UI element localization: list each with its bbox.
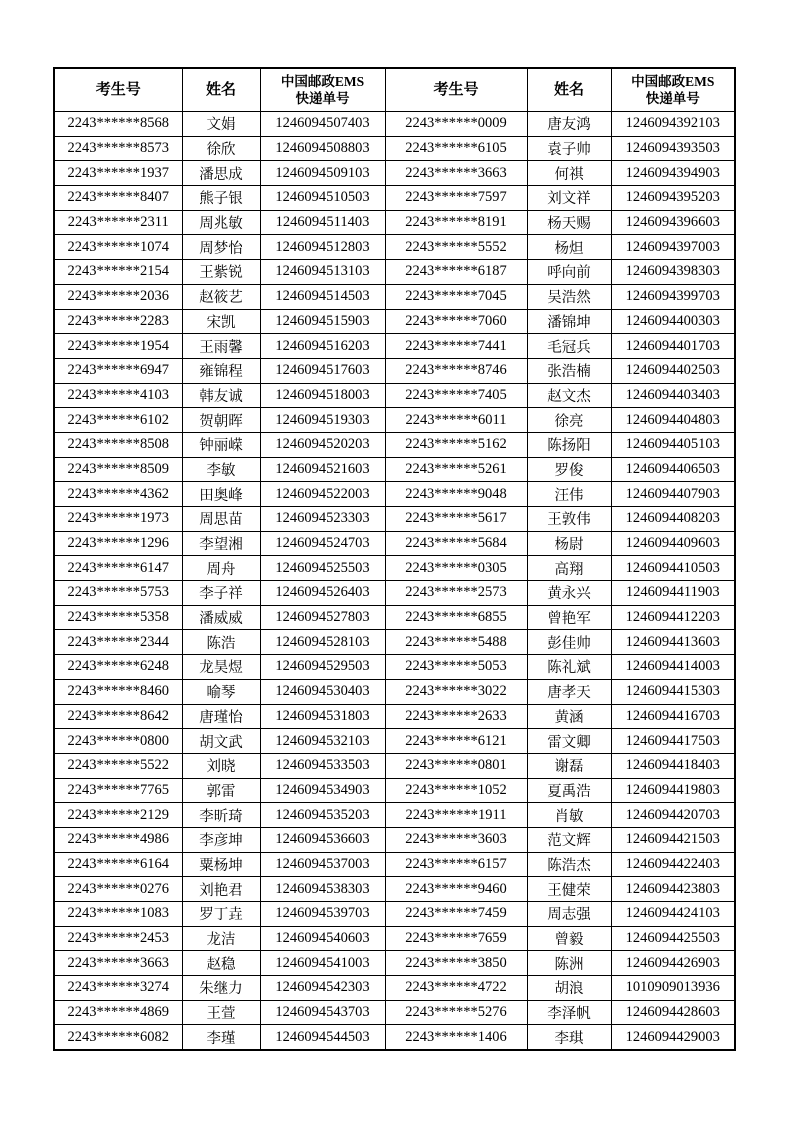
exam-number-cell: 2243******3663 (54, 951, 182, 976)
table-row (54, 531, 735, 556)
ems-tracking-cell: 1246094542303 (260, 976, 385, 1001)
name-cell: 曾毅 (527, 926, 611, 951)
exam-number-cell: 2243******1937 (54, 161, 182, 186)
table-row (54, 827, 735, 852)
header-exam-number: 考生号 (54, 68, 182, 112)
name-cell: 潘威威 (182, 605, 260, 630)
ems-tracking-cell: 1246094527803 (260, 605, 385, 630)
table-row (54, 803, 735, 828)
ems-tracking-cell: 1246094409603 (611, 531, 735, 556)
ems-tracking-cell: 1246094395203 (611, 186, 735, 211)
exam-number-cell: 2243******4869 (54, 1000, 182, 1025)
ems-tracking-cell: 1246094394903 (611, 161, 735, 186)
exam-number-cell: 2243******8407 (54, 186, 182, 211)
ems-tracking-cell: 1246094536603 (260, 827, 385, 852)
name-cell: 周舟 (182, 556, 260, 581)
ems-tracking-cell: 1246094414003 (611, 655, 735, 680)
exam-number-cell: 2243******8460 (54, 679, 182, 704)
name-cell: 李琪 (527, 1025, 611, 1050)
name-cell: 龙昊煜 (182, 655, 260, 680)
table-row (54, 729, 735, 754)
ems-tracking-cell: 1246094407903 (611, 482, 735, 507)
exam-number-cell: 2243******3274 (54, 976, 182, 1001)
name-cell: 赵文杰 (527, 383, 611, 408)
name-cell: 熊子银 (182, 186, 260, 211)
ems-tracking-cell: 1246094524703 (260, 531, 385, 556)
name-cell: 文娟 (182, 112, 260, 137)
name-cell: 何祺 (527, 161, 611, 186)
name-cell: 汪伟 (527, 482, 611, 507)
ems-tracking-cell: 1246094525503 (260, 556, 385, 581)
table-row (54, 630, 735, 655)
table-row (54, 186, 735, 211)
ems-tracking-cell: 1246094515903 (260, 309, 385, 334)
exam-number-cell: 2243******1911 (385, 803, 527, 828)
name-cell: 徐亮 (527, 408, 611, 433)
name-cell: 罗俊 (527, 457, 611, 482)
exam-number-cell: 2243******3850 (385, 951, 527, 976)
header-ems-line2: 快递单号 (295, 91, 350, 106)
ems-tracking-cell: 1246094512803 (260, 235, 385, 260)
exam-number-cell: 2243******2311 (54, 210, 182, 235)
name-cell: 钟丽嵘 (182, 432, 260, 457)
name-cell: 王紫锐 (182, 260, 260, 285)
table-row (54, 136, 735, 161)
name-cell: 王雨馨 (182, 334, 260, 359)
name-cell: 袁子帅 (527, 136, 611, 161)
ems-tracking-cell: 1246094534903 (260, 778, 385, 803)
exam-number-cell: 2243******0305 (385, 556, 527, 581)
table-row (54, 408, 735, 433)
ems-tracking-cell: 1246094421503 (611, 827, 735, 852)
name-cell: 杨炟 (527, 235, 611, 260)
exam-number-cell: 2243******2129 (54, 803, 182, 828)
exam-number-cell: 2243******7765 (54, 778, 182, 803)
ems-tracking-cell: 1246094528103 (260, 630, 385, 655)
table-row (54, 951, 735, 976)
name-cell: 毛冠兵 (527, 334, 611, 359)
exam-number-cell: 2243******5488 (385, 630, 527, 655)
ems-tracking-cell: 1010909013936 (611, 976, 735, 1001)
ems-tracking-cell: 1246094428603 (611, 1000, 735, 1025)
exam-number-cell: 2243******5684 (385, 531, 527, 556)
header-ems-tracking-2 (611, 68, 735, 112)
ems-tracking-cell: 1246094526403 (260, 581, 385, 606)
ems-tracking-cell: 1246094509103 (260, 161, 385, 186)
name-cell: 谢磊 (527, 753, 611, 778)
ems-tracking-cell: 1246094413603 (611, 630, 735, 655)
exam-number-cell: 2243******1052 (385, 778, 527, 803)
name-cell: 陈礼斌 (527, 655, 611, 680)
name-cell: 朱继力 (182, 976, 260, 1001)
exam-number-cell: 2243******3022 (385, 679, 527, 704)
exam-number-cell: 2243******5753 (54, 581, 182, 606)
exam-number-cell: 2243******1083 (54, 902, 182, 927)
name-cell: 王健荣 (527, 877, 611, 902)
name-cell: 张浩楠 (527, 358, 611, 383)
table-row (54, 358, 735, 383)
table-row (54, 902, 735, 927)
exam-number-cell: 2243******8508 (54, 432, 182, 457)
ems-tracking-cell: 1246094399703 (611, 284, 735, 309)
ems-tracking-cell: 1246094532103 (260, 729, 385, 754)
table-row (54, 581, 735, 606)
ems-tracking-cell: 1246094523303 (260, 507, 385, 532)
table-row (54, 309, 735, 334)
table-row (54, 976, 735, 1001)
name-cell: 胡文武 (182, 729, 260, 754)
table-body (54, 112, 735, 1051)
exam-number-cell: 2243******1296 (54, 531, 182, 556)
ems-tracking-cell: 1246094426903 (611, 951, 735, 976)
table-row (54, 1000, 735, 1025)
table-row (54, 852, 735, 877)
table-row (54, 679, 735, 704)
ems-tracking-cell: 1246094510503 (260, 186, 385, 211)
exam-number-cell: 2243******1074 (54, 235, 182, 260)
exam-number-cell: 2243******7060 (385, 309, 527, 334)
name-cell: 李望湘 (182, 531, 260, 556)
ems-tracking-cell: 1246094516203 (260, 334, 385, 359)
exam-number-cell: 2243******3603 (385, 827, 527, 852)
name-cell: 宋凯 (182, 309, 260, 334)
table-row (54, 260, 735, 285)
exam-number-cell: 2243******8191 (385, 210, 527, 235)
ems-tracking-cell: 1246094412203 (611, 605, 735, 630)
name-cell: 吴浩然 (527, 284, 611, 309)
table-row (54, 926, 735, 951)
ems-tracking-cell: 1246094408203 (611, 507, 735, 532)
ems-tracking-cell: 1246094530403 (260, 679, 385, 704)
table-row (54, 556, 735, 581)
exam-number-cell: 2243******6011 (385, 408, 527, 433)
name-cell: 夏禹浩 (527, 778, 611, 803)
name-cell: 潘锦坤 (527, 309, 611, 334)
name-cell: 周志强 (527, 902, 611, 927)
exam-number-cell: 2243******5552 (385, 235, 527, 260)
exam-number-cell: 2243******4722 (385, 976, 527, 1001)
exam-number-cell: 2243******1954 (54, 334, 182, 359)
ems-tracking-cell: 1246094415303 (611, 679, 735, 704)
exam-number-cell: 2243******4986 (54, 827, 182, 852)
exam-number-cell: 2243******2344 (54, 630, 182, 655)
ems-tracking-cell: 1246094517603 (260, 358, 385, 383)
header-name-2: 姓名 (527, 68, 611, 112)
name-cell: 龙洁 (182, 926, 260, 951)
name-cell: 李敏 (182, 457, 260, 482)
ems-tracking-cell: 1246094538303 (260, 877, 385, 902)
ems-tracking-cell: 1246094543703 (260, 1000, 385, 1025)
name-cell: 贺朝晖 (182, 408, 260, 433)
ems-tracking-cell: 1246094539703 (260, 902, 385, 927)
header-ems-tracking (260, 68, 385, 112)
name-cell: 陈浩杰 (527, 852, 611, 877)
table-row (54, 482, 735, 507)
name-cell: 郭雷 (182, 778, 260, 803)
ems-tracking-cell: 1246094401703 (611, 334, 735, 359)
name-cell: 李昕琦 (182, 803, 260, 828)
name-cell: 韩友诚 (182, 383, 260, 408)
name-cell: 黄永兴 (527, 581, 611, 606)
name-cell: 曾艳军 (527, 605, 611, 630)
exam-number-cell: 2243******0800 (54, 729, 182, 754)
ems-tracking-cell: 1246094514503 (260, 284, 385, 309)
exam-number-cell: 2243******7659 (385, 926, 527, 951)
table-row (54, 655, 735, 680)
exam-number-cell: 2243******6947 (54, 358, 182, 383)
exam-number-cell: 2243******0801 (385, 753, 527, 778)
ems-tracking-cell: 1246094410503 (611, 556, 735, 581)
ems-tracking-cell: 1246094396603 (611, 210, 735, 235)
header-ems-line1: 中国邮政EMS (631, 74, 715, 89)
name-cell: 李泽帆 (527, 1000, 611, 1025)
exam-number-cell: 2243******6187 (385, 260, 527, 285)
ems-tracking-cell: 1246094402503 (611, 358, 735, 383)
ems-tracking-cell: 1246094392103 (611, 112, 735, 137)
name-cell: 周思苗 (182, 507, 260, 532)
name-cell: 喻琴 (182, 679, 260, 704)
ems-tracking-cell: 1246094422403 (611, 852, 735, 877)
table-header (54, 68, 735, 112)
ems-tracking-cell: 1246094425503 (611, 926, 735, 951)
ems-tracking-cell: 1246094508803 (260, 136, 385, 161)
name-cell: 赵筱艺 (182, 284, 260, 309)
exam-number-cell: 2243******6157 (385, 852, 527, 877)
ems-tracking-cell: 1246094420703 (611, 803, 735, 828)
name-cell: 潘思成 (182, 161, 260, 186)
ems-tracking-cell: 1246094541003 (260, 951, 385, 976)
ems-tracking-cell: 1246094544503 (260, 1025, 385, 1050)
exam-number-cell: 2243******7441 (385, 334, 527, 359)
exam-number-cell: 2243******7405 (385, 383, 527, 408)
name-cell: 范文辉 (527, 827, 611, 852)
name-cell: 李子祥 (182, 581, 260, 606)
name-cell: 肖敏 (527, 803, 611, 828)
exam-number-cell: 2243******1406 (385, 1025, 527, 1050)
name-cell: 彭佳帅 (527, 630, 611, 655)
ems-tracking-cell: 1246094423803 (611, 877, 735, 902)
ems-tracking-cell: 1246094529503 (260, 655, 385, 680)
exam-number-cell: 2243******6105 (385, 136, 527, 161)
name-cell: 粟杨坤 (182, 852, 260, 877)
table-row (54, 877, 735, 902)
ems-tracking-cell: 1246094418403 (611, 753, 735, 778)
name-cell: 陈洲 (527, 951, 611, 976)
exam-number-cell: 2243******0276 (54, 877, 182, 902)
exam-number-cell: 2243******4362 (54, 482, 182, 507)
exam-number-cell: 2243******5522 (54, 753, 182, 778)
ems-tracking-cell: 1246094416703 (611, 704, 735, 729)
ems-tracking-cell: 1246094522003 (260, 482, 385, 507)
exam-number-cell: 2243******8573 (54, 136, 182, 161)
ems-tracking-cell: 1246094507403 (260, 112, 385, 137)
ems-tracking-cell: 1246094404803 (611, 408, 735, 433)
name-cell: 刘晓 (182, 753, 260, 778)
exam-number-cell: 2243******7597 (385, 186, 527, 211)
ems-tracking-cell: 1246094398303 (611, 260, 735, 285)
exam-number-cell: 2243******7459 (385, 902, 527, 927)
exam-number-cell: 2243******5261 (385, 457, 527, 482)
table-row (54, 235, 735, 260)
header-row (54, 68, 735, 112)
name-cell: 周梦怡 (182, 235, 260, 260)
exam-number-cell: 2243******9048 (385, 482, 527, 507)
name-cell: 田奥峰 (182, 482, 260, 507)
exam-number-cell: 2243******5162 (385, 432, 527, 457)
ems-tracking-cell: 1246094400303 (611, 309, 735, 334)
exam-number-cell: 2243******6102 (54, 408, 182, 433)
exam-number-cell: 2243******2633 (385, 704, 527, 729)
ems-tracking-cell: 1246094393503 (611, 136, 735, 161)
header-name: 姓名 (182, 68, 260, 112)
ems-tracking-cell: 1246094535203 (260, 803, 385, 828)
exam-number-cell: 2243******3663 (385, 161, 527, 186)
ems-tracking-cell: 1246094519303 (260, 408, 385, 433)
name-cell: 胡浪 (527, 976, 611, 1001)
name-cell: 徐欣 (182, 136, 260, 161)
table-row (54, 778, 735, 803)
header-ems-line1: 中国邮政EMS (280, 74, 365, 89)
name-cell: 李瑾 (182, 1025, 260, 1050)
name-cell: 杨尉 (527, 531, 611, 556)
exam-number-cell: 2243******6855 (385, 605, 527, 630)
exam-number-cell: 2243******4103 (54, 383, 182, 408)
ems-tracking-cell: 1246094533503 (260, 753, 385, 778)
exam-number-cell: 2243******2036 (54, 284, 182, 309)
ems-tracking-cell: 1246094520203 (260, 432, 385, 457)
header-exam-number-2: 考生号 (385, 68, 527, 112)
table-row (54, 432, 735, 457)
name-cell: 陈浩 (182, 630, 260, 655)
table-row (54, 753, 735, 778)
exam-number-cell: 2243******6082 (54, 1025, 182, 1050)
name-cell: 呼向前 (527, 260, 611, 285)
header-ems-line2: 快递单号 (645, 91, 700, 106)
name-cell: 唐瑾怡 (182, 704, 260, 729)
table-row (54, 112, 735, 137)
ems-tracking-cell: 1246094403403 (611, 383, 735, 408)
name-cell: 刘文祥 (527, 186, 611, 211)
name-cell: 唐友鸿 (527, 112, 611, 137)
exam-number-cell: 2243******2453 (54, 926, 182, 951)
ems-tracking-cell: 1246094518003 (260, 383, 385, 408)
ems-tracking-cell: 1246094411903 (611, 581, 735, 606)
ems-tracking-cell: 1246094424103 (611, 902, 735, 927)
name-cell: 王敦伟 (527, 507, 611, 532)
name-cell: 周兆敏 (182, 210, 260, 235)
exam-number-cell: 2243******5617 (385, 507, 527, 532)
name-cell: 雍锦程 (182, 358, 260, 383)
table-row (54, 507, 735, 532)
exam-number-cell: 2243******9460 (385, 877, 527, 902)
table-row (54, 1025, 735, 1050)
exam-number-cell: 2243******5276 (385, 1000, 527, 1025)
exam-number-cell: 2243******6164 (54, 852, 182, 877)
exam-number-cell: 2243******6121 (385, 729, 527, 754)
name-cell: 李彦坤 (182, 827, 260, 852)
exam-number-cell: 2243******1973 (54, 507, 182, 532)
exam-number-cell: 2243******6147 (54, 556, 182, 581)
name-cell: 陈扬阳 (527, 432, 611, 457)
name-cell: 刘艳君 (182, 877, 260, 902)
ems-tracking-cell: 1246094540603 (260, 926, 385, 951)
exam-number-cell: 2243******2154 (54, 260, 182, 285)
exam-number-cell: 2243******8509 (54, 457, 182, 482)
ems-tracking-cell: 1246094511403 (260, 210, 385, 235)
table-row (54, 161, 735, 186)
ems-tracking-cell: 1246094406503 (611, 457, 735, 482)
table-row (54, 457, 735, 482)
name-cell: 杨天赐 (527, 210, 611, 235)
table-row (54, 284, 735, 309)
name-cell: 罗丁垚 (182, 902, 260, 927)
table-row (54, 210, 735, 235)
name-cell: 唐孝天 (527, 679, 611, 704)
exam-number-cell: 2243******2573 (385, 581, 527, 606)
ems-tracking-cell: 1246094405103 (611, 432, 735, 457)
ems-tracking-cell: 1246094397003 (611, 235, 735, 260)
name-cell: 黄涵 (527, 704, 611, 729)
name-cell: 赵稳 (182, 951, 260, 976)
exam-number-cell: 2243******2283 (54, 309, 182, 334)
ems-tracking-cell: 1246094513103 (260, 260, 385, 285)
name-cell: 高翔 (527, 556, 611, 581)
ems-tracking-cell: 1246094537003 (260, 852, 385, 877)
ems-tracking-cell: 1246094531803 (260, 704, 385, 729)
exam-number-cell: 2243******7045 (385, 284, 527, 309)
ems-tracking-cell: 1246094521603 (260, 457, 385, 482)
exam-number-cell: 2243******5053 (385, 655, 527, 680)
table-row (54, 334, 735, 359)
exam-number-cell: 2243******8568 (54, 112, 182, 137)
ems-tracking-cell: 1246094419803 (611, 778, 735, 803)
name-cell: 王萱 (182, 1000, 260, 1025)
table-row (54, 383, 735, 408)
exam-number-cell: 2243******8746 (385, 358, 527, 383)
table-row (54, 704, 735, 729)
exam-number-cell: 2243******6248 (54, 655, 182, 680)
exam-number-cell: 2243******8642 (54, 704, 182, 729)
exam-number-cell: 2243******5358 (54, 605, 182, 630)
table-row (54, 605, 735, 630)
ems-roster-table (53, 67, 736, 1051)
ems-tracking-cell: 1246094417503 (611, 729, 735, 754)
exam-number-cell: 2243******0009 (385, 112, 527, 137)
ems-tracking-cell: 1246094429003 (611, 1025, 735, 1050)
name-cell: 雷文卿 (527, 729, 611, 754)
